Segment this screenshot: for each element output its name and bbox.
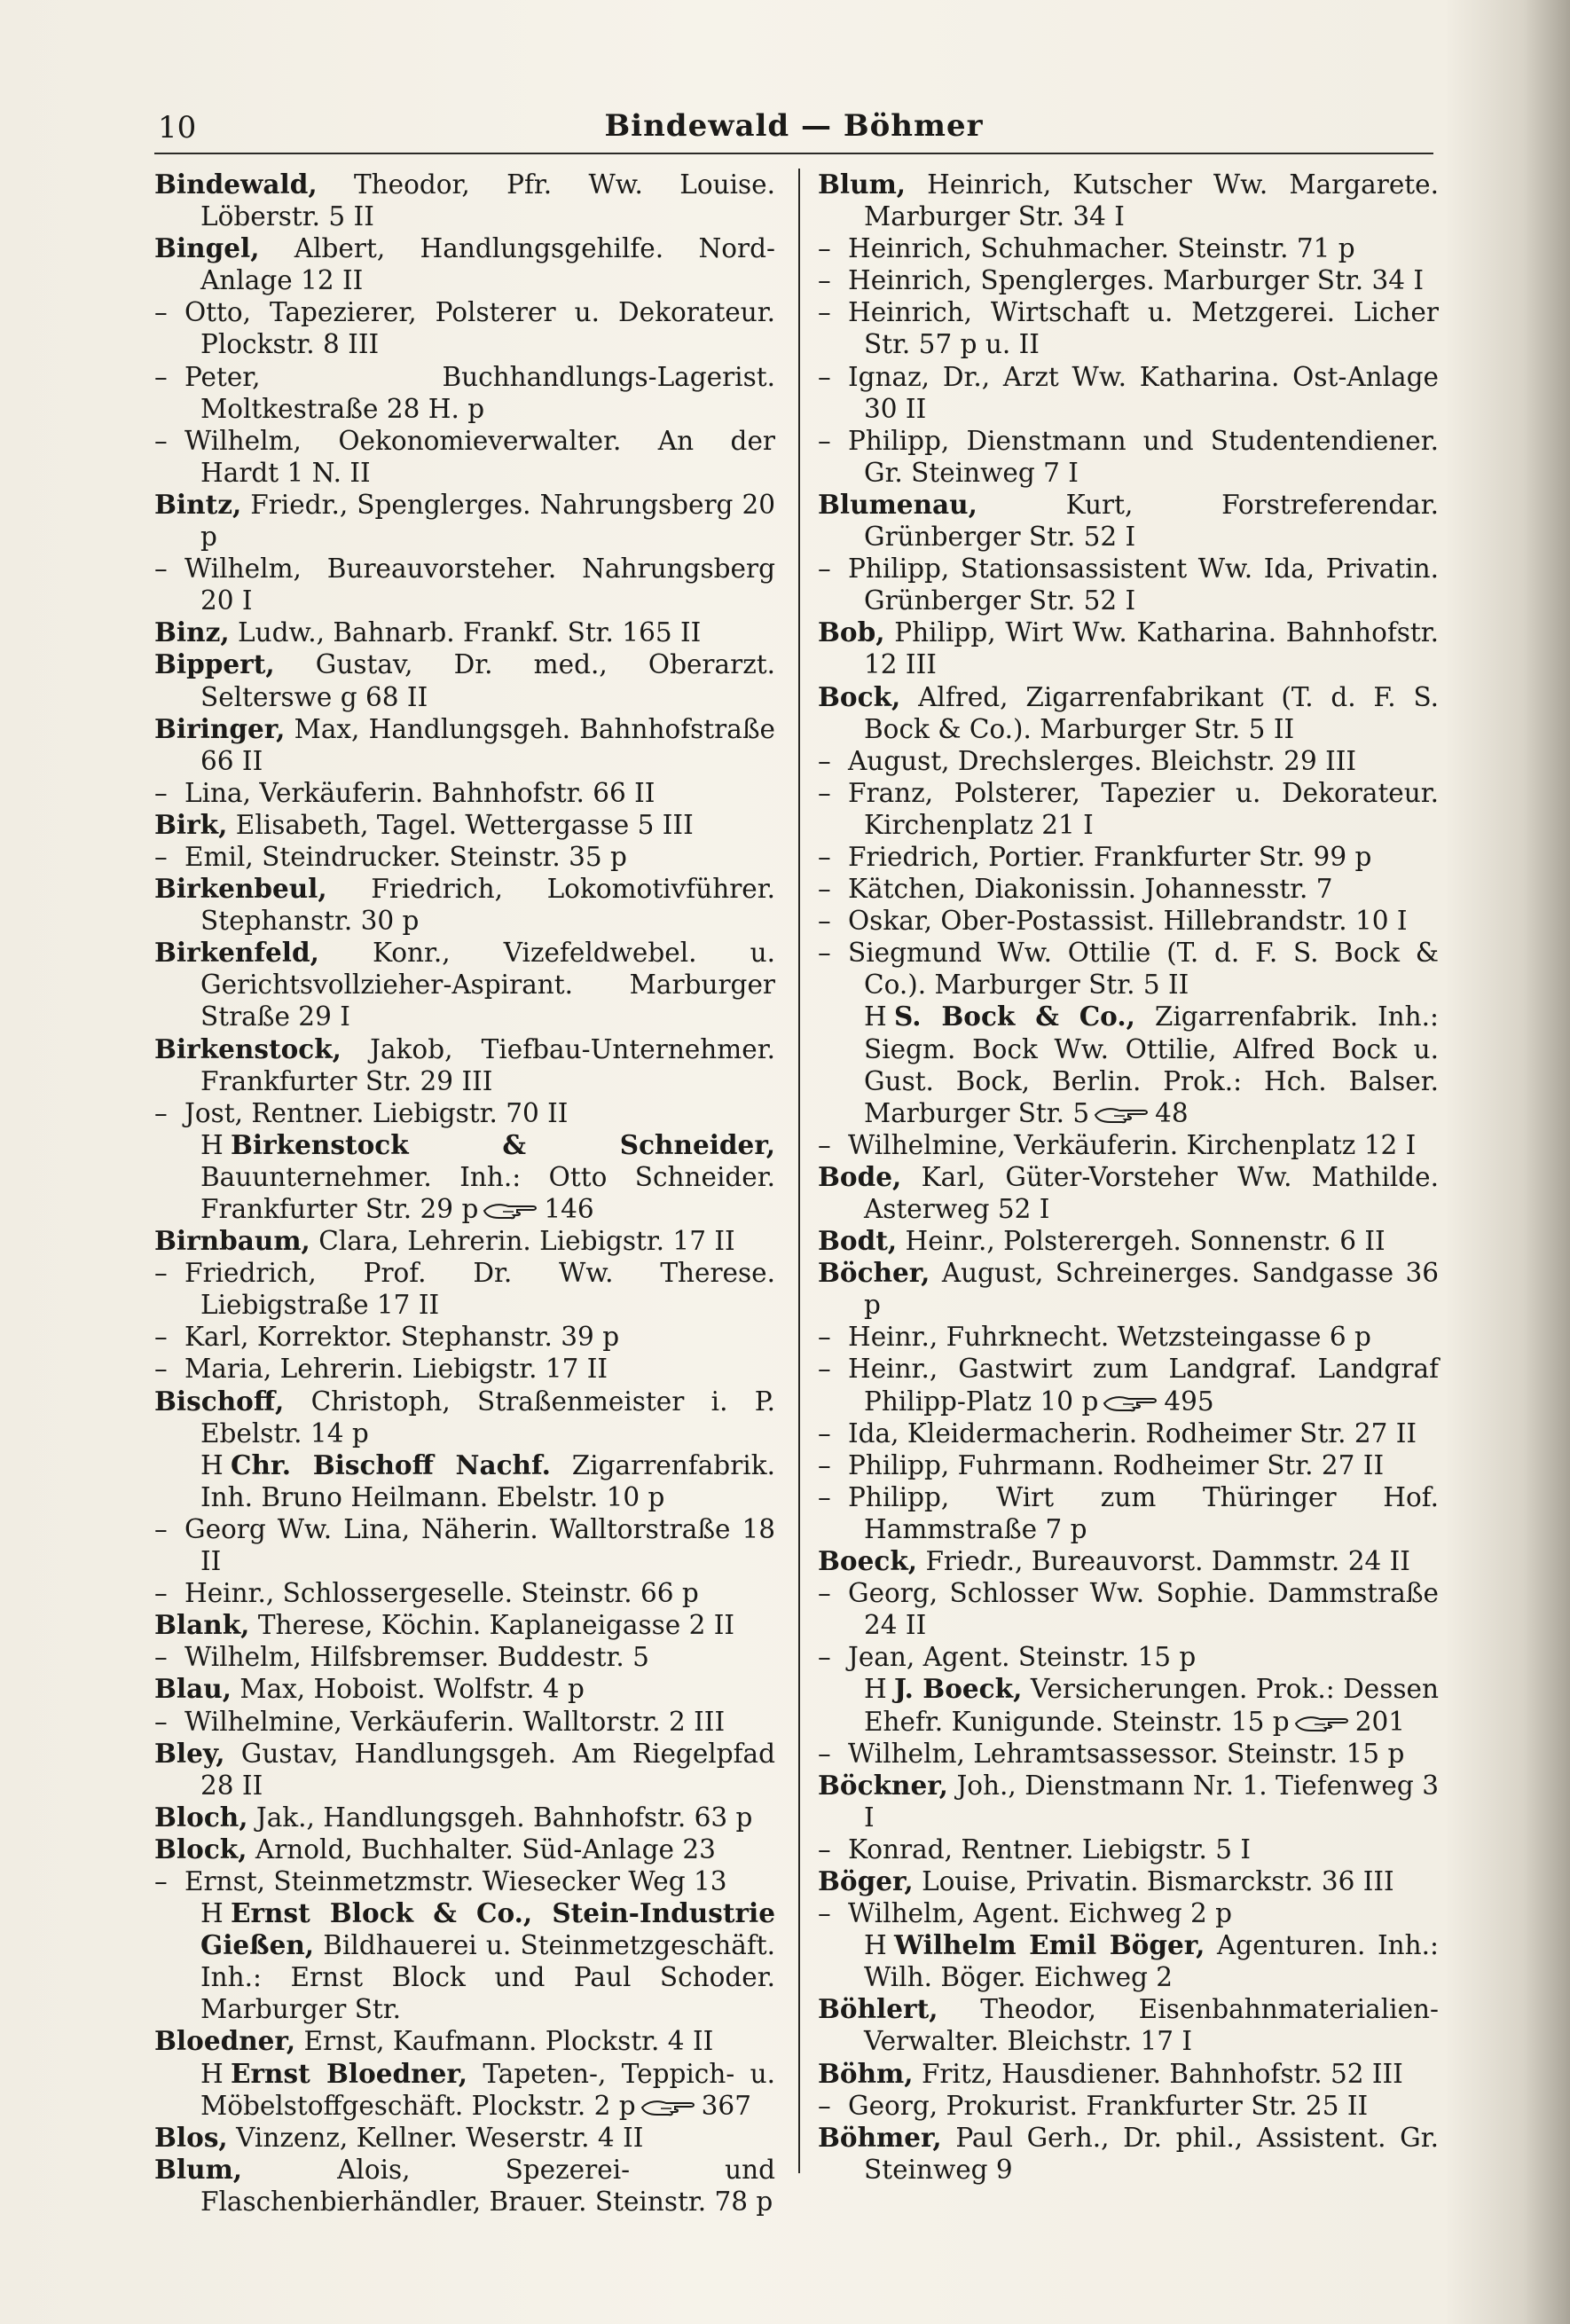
continuation-dash: –	[818, 1354, 831, 1385]
entry-details: Arnold, Buchhalter. Süd-Anlage 23	[255, 1833, 716, 1865]
firm-name: Ernst Block & Co., Stein-Industrie Gießen,	[200, 1897, 775, 1961]
entry-details: Alfred, Zigarrenfabrikant (T. d. F. S. Bock & Co.). Marburger Str. 5 II	[864, 681, 1439, 744]
entry-surname: Böhlert,	[818, 1993, 938, 2025]
entry-details: Heinrich, Kutscher Ww. Margarete. Marburger Str. 34 I	[864, 169, 1439, 232]
firm-details: Bildhauerei u. Steinmetzgeschäft. Inh.: Ernst Block und Paul Schoder. Marburger Str.	[200, 1930, 775, 2025]
entry-details: Heinr., Fuhrknecht. Wetzsteingasse 6 p	[848, 1322, 1371, 1353]
continuation-dash: –	[154, 1322, 168, 1353]
entry-details: Otto, Tapezierer, Polsterer u. Dekorateur. Plockstr. 8 III	[184, 297, 775, 360]
directory-entry	[818, 1738, 1439, 1770]
entry-details: Jak., Handlungsgeh. Bahnhofstr. 63 p	[255, 1802, 753, 1833]
directory-entry	[818, 1833, 1439, 1865]
directory-entry	[154, 777, 775, 809]
firm-marker: H	[200, 2058, 224, 2089]
entry-details: Friedr., Bureauvorst. Dammstr. 24 II	[925, 1546, 1410, 1577]
entry-surname: Bloch,	[154, 1801, 248, 1833]
entry-details: Siegmund Ww. Ottilie (T. d. F. S. Bock & Co.). Marburger Str. 5 II	[848, 938, 1439, 1001]
directory-entry	[154, 296, 775, 360]
column-divider	[798, 169, 800, 2173]
entry-details: Philipp, Stationsassistent Ww. Ida, Privatin. Grünberger Str. 52 I	[848, 554, 1439, 616]
entry-details: Wilhelm, Lehramtsassessor. Steinstr. 15 p	[848, 1738, 1405, 1769]
continuation-dash: –	[154, 1258, 168, 1289]
entry-surname: Blau,	[154, 1673, 232, 1705]
directory-entry	[154, 841, 775, 873]
entry-details: Jakob, Tiefbau-Unternehmer. Frankfurter Str. 29 III	[200, 1033, 775, 1096]
continuation-dash: –	[818, 777, 831, 808]
continuation-dash: –	[818, 1322, 831, 1353]
continuation-dash: –	[818, 1449, 831, 1480]
entry-details: Friedrich, Lokomotivführer. Stephanstr. 30 p	[200, 874, 775, 937]
entry-details: Paul Gerh., Dr. phil., Assistent. Gr. Steinweg 9	[864, 2122, 1439, 2185]
entry-details: Friedrich, Prof. Dr. Ww. Therese. Liebigstraße 17 II	[184, 1258, 775, 1321]
directory-entry	[154, 1257, 775, 1321]
firm-marker: H	[200, 1449, 224, 1480]
entry-surname: Biringer,	[154, 712, 286, 744]
firm-details: Zigarrenfabrik. Inh.: Siegm. Bock Ww. Ottilie, Alfred Bock u. Gust. Bock, Berlin. Prok.: Hch. Balser. Marburger Str. 5	[864, 1001, 1439, 1128]
continuation-dash: –	[818, 425, 831, 456]
entry-details: Philipp, Wirt zum Thüringer Hof. Hammstraße 7 p	[848, 1481, 1439, 1544]
directory-entry	[818, 1449, 1439, 1481]
firm-details: Versicherungen. Prok.: Dessen Ehefr. Kunigunde. Steinstr. 15 p	[864, 1674, 1439, 1737]
pointing-hand-icon	[1102, 1394, 1160, 1413]
directory-entry	[154, 1641, 775, 1673]
entry-details: Franz, Polsterer, Tapezier u. Dekorateur. Kirchenplatz 21 I	[848, 777, 1439, 840]
phone-number: 48	[1155, 1097, 1189, 1128]
directory-entry	[818, 489, 1439, 553]
entry-details: Heinrich, Schuhmacher. Steinstr. 71 p	[848, 233, 1355, 264]
continuation-dash: –	[818, 841, 831, 872]
directory-entry	[818, 1225, 1439, 1257]
continuation-dash: –	[154, 425, 168, 456]
directory-entry	[818, 1641, 1439, 1673]
continuation-dash: –	[154, 1642, 168, 1673]
entry-details: Christoph, Straßenmeister i. P. Ebelstr. 14 p	[200, 1386, 775, 1449]
entry-surname: Blum,	[154, 2153, 243, 2185]
continuation-dash: –	[818, 1417, 831, 1449]
directory-entry	[154, 1706, 775, 1738]
directory-entry	[154, 1865, 775, 1897]
firm-marker: H	[864, 1674, 887, 1705]
directory-entry	[818, 361, 1439, 425]
entry-details: Friedrich, Portier. Frankfurter Str. 99 p	[848, 841, 1372, 872]
entry-surname: Böger,	[818, 1865, 914, 1896]
entry-details: Clara, Lehrerin. Liebigstr. 17 II	[318, 1226, 735, 1257]
directory-entry	[154, 809, 775, 841]
directory-entry	[818, 2090, 1439, 2122]
continuation-dash: –	[818, 2090, 831, 2121]
firm-name: S. Bock & Co.,	[894, 1001, 1135, 1032]
entry-details: Wilhelm, Agent. Eichweg 2 p	[848, 1898, 1233, 1929]
directory-entry	[154, 937, 775, 1032]
entry-details: Wilhelm, Hilfsbremser. Buddestr. 5	[184, 1642, 649, 1673]
entry-surname: Bloedner,	[154, 2025, 296, 2057]
entry-details: Jost, Rentner. Liebigstr. 70 II	[184, 1097, 569, 1128]
entry-details: Wilhelmine, Verkäuferin. Walltorstr. 2 III	[184, 1706, 726, 1737]
entry-surname: Böcher,	[818, 1257, 930, 1289]
entry-details: Wilhelm, Bureauvorsteher. Nahrungsberg 20 I	[184, 554, 775, 616]
firm-name: Wilhelm Emil Böger,	[894, 1929, 1205, 1961]
directory-entry	[154, 232, 775, 296]
directory-entry	[818, 1545, 1439, 1577]
directory-entry	[154, 1353, 775, 1385]
directory-entry	[154, 425, 775, 489]
directory-entry	[818, 1897, 1439, 1929]
directory-entry	[154, 616, 775, 648]
entry-details: Louise, Privatin. Bismarckstr. 36 III	[922, 1865, 1394, 1896]
directory-entry	[818, 232, 1439, 264]
continuation-dash: –	[154, 1578, 168, 1609]
entry-details: Ida, Kleidermacherin. Rodheimer Str. 27 II	[848, 1417, 1417, 1449]
entry-details: Wilhelmine, Verkäuferin. Kirchenplatz 12 I	[848, 1129, 1417, 1160]
continuation-dash: –	[154, 1706, 168, 1737]
continuation-dash: –	[154, 554, 168, 585]
entry-surname: Birkenfeld,	[154, 937, 319, 969]
directory-entry	[154, 489, 775, 553]
entry-surname: Bley,	[154, 1737, 225, 1769]
continuation-dash: –	[154, 777, 168, 808]
entry-surname: Birnbaum,	[154, 1225, 310, 1257]
firm-marker: H	[864, 1930, 887, 1961]
entry-details: Philipp, Fuhrmann. Rodheimer Str. 27 II	[848, 1449, 1385, 1480]
directory-entry	[154, 648, 775, 712]
directory-entry	[818, 745, 1439, 777]
entry-surname: Bode,	[818, 1160, 902, 1192]
directory-entry	[818, 841, 1439, 873]
entry-details: Theodor, Pfr. Ww. Louise. Löberstr. 5 II	[200, 169, 775, 232]
entry-surname: Blumenau,	[818, 488, 977, 520]
entry-surname: Block,	[154, 1833, 247, 1865]
directory-entry	[154, 1833, 775, 1865]
continuation-dash: –	[818, 1578, 831, 1609]
entry-surname: Birkenstock,	[154, 1032, 341, 1064]
entry-details: Ignaz, Dr., Arzt Ww. Katharina. Ost-Anlage 30 II	[848, 361, 1439, 424]
directory-entry	[818, 1129, 1439, 1161]
continuation-dash: –	[154, 1513, 168, 1544]
directory-entry	[154, 1033, 775, 1097]
directory-entry	[818, 1929, 1439, 1993]
left-column	[154, 169, 775, 2218]
continuation-dash: –	[818, 1833, 831, 1865]
directory-entry	[818, 1353, 1439, 1417]
directory-entry	[818, 873, 1439, 905]
entry-surname: Blum,	[818, 169, 907, 200]
directory-entry	[818, 1673, 1439, 1737]
entry-details: Peter, Buchhandlungs-Lagerist. Moltkestraße 28 H. p	[184, 361, 775, 424]
entry-details: Heinrich, Spenglerges. Marburger Str. 34 I	[848, 265, 1425, 296]
entry-surname: Blank,	[154, 1609, 250, 1641]
directory-entry	[154, 2122, 775, 2154]
entry-surname: Bob,	[818, 616, 885, 648]
firm-name: Ernst Bloedner,	[231, 2057, 468, 2089]
directory-entry	[818, 905, 1439, 937]
entry-details: Ernst, Steinmetzmstr. Wiesecker Weg 13	[184, 1865, 727, 1896]
entry-surname: Bippert,	[154, 648, 275, 680]
phone-number: 495	[1164, 1386, 1214, 1417]
directory-entry	[818, 296, 1439, 360]
directory-entry	[154, 1738, 775, 1802]
entry-details: Theodor, Eisenbahnmaterialien-Verwalter. Bleichstr. 17 I	[864, 1994, 1439, 2057]
entry-details: Emil, Steindrucker. Steinstr. 35 p	[184, 841, 627, 872]
continuation-dash: –	[818, 361, 831, 392]
entry-details: Philipp, Wirt Ww. Katharina. Bahnhofstr. 12 III	[864, 617, 1439, 680]
entry-details: Therese, Köchin. Kaplaneigasse 2 II	[257, 1610, 735, 1641]
firm-details: Bauunternehmer. Inh.: Otto Schneider. Frankfurter Str. 29 p	[200, 1161, 775, 1224]
firm-name: Birkenstock & Schneider,	[231, 1128, 775, 1160]
entry-surname: Bindewald,	[154, 169, 318, 200]
entry-details: Heinr., Gastwirt zum Landgraf. Landgraf Philipp-Platz 10 p	[848, 1354, 1439, 1417]
continuation-dash: –	[818, 1898, 831, 1929]
directory-entry	[818, 937, 1439, 1001]
directory-entry	[154, 1225, 775, 1257]
directory-entry	[818, 169, 1439, 232]
pointing-hand-icon	[1093, 1105, 1151, 1125]
entry-details: Heinrich, Wirtschaft u. Metzgerei. Licher Str. 57 p u. II	[848, 297, 1439, 360]
continuation-dash: –	[818, 906, 831, 937]
directory-entry	[818, 1993, 1439, 2057]
entry-details: Ludw., Bahnarb. Frankf. Str. 165 II	[238, 617, 702, 648]
entry-details: Vinzenz, Kellner. Weserstr. 4 II	[236, 2122, 644, 2153]
entry-surname: Bodt,	[818, 1225, 898, 1257]
directory-entry	[154, 713, 775, 777]
continuation-dash: –	[818, 1642, 831, 1673]
directory-entry	[818, 777, 1439, 841]
entry-details: Max, Hoboist. Wolfstr. 4 p	[239, 1674, 585, 1705]
entry-details: Friedr., Spenglerges. Nahrungsberg 20 p	[200, 489, 775, 553]
entry-details: Heinr., Schlossergeselle. Steinstr. 66 p	[184, 1578, 699, 1609]
entry-surname: Boeck,	[818, 1545, 918, 1577]
directory-entry	[154, 1513, 775, 1577]
directory-entry	[154, 2154, 775, 2218]
entry-surname: Böhmer,	[818, 2121, 942, 2153]
entry-details: Jean, Agent. Steinstr. 15 p	[848, 1642, 1197, 1673]
page-number: 10	[158, 110, 197, 145]
directory-entry	[154, 1321, 775, 1353]
continuation-dash: –	[154, 297, 168, 328]
continuation-dash: –	[818, 1738, 831, 1769]
entry-surname: Bintz,	[154, 488, 242, 520]
entry-details: Gustav, Dr. med., Oberarzt. Selterswe g 68 II	[200, 649, 775, 712]
pointing-hand-icon	[482, 1201, 540, 1221]
entry-details: Philipp, Dienstmann und Studentendiener. Gr. Steinweg 7 I	[848, 425, 1439, 488]
entry-details: Konr., Vizefeldwebel. u. Gerichtsvollzieher-Aspirant. Marburger Straße 29 I	[200, 938, 775, 1032]
pointing-hand-icon	[1293, 1714, 1352, 1733]
right-column	[818, 169, 1439, 2186]
entry-details: Joh., Dienstmann Nr. 1. Tiefenweg 3 I	[864, 1770, 1439, 1833]
directory-entry	[818, 1770, 1439, 1833]
entry-details: Maria, Lehrerin. Liebigstr. 17 II	[184, 1354, 608, 1385]
entry-details: Ernst, Kaufmann. Plockstr. 4 II	[303, 2026, 714, 2057]
continuation-dash: –	[818, 233, 831, 264]
continuation-dash: –	[818, 1481, 831, 1512]
entry-surname: Böckner,	[818, 1769, 948, 1801]
firm-marker: H	[200, 1129, 224, 1160]
page-header	[154, 105, 1433, 154]
entry-details: Wilhelm, Oekonomieverwalter. An der Hardt 1 N. II	[184, 425, 775, 488]
phone-number: 367	[701, 2090, 751, 2121]
entry-details: August, Schreinerges. Sandgasse 36 p	[864, 1258, 1439, 1321]
entry-details: Alois, Spezerei- und Flaschenbierhändler, Brauer. Steinstr. 78 p	[200, 2154, 775, 2217]
directory-entry	[154, 1129, 775, 1225]
directory-entry	[154, 2025, 775, 2057]
continuation-dash: –	[818, 265, 831, 296]
directory-entry	[154, 1609, 775, 1641]
phone-number: 146	[544, 1194, 594, 1224]
entry-surname: Bock,	[818, 680, 901, 712]
entry-details: Georg Ww. Lina, Näherin. Walltorstraße 18 II	[184, 1513, 775, 1577]
firm-name: J. Boeck,	[894, 1673, 1023, 1705]
continuation-dash: –	[818, 745, 831, 776]
entry-details: Georg, Prokurist. Frankfurter Str. 25 II	[848, 2090, 1369, 2121]
entry-surname: Blos,	[154, 2121, 228, 2153]
phone-number: 201	[1354, 1706, 1406, 1737]
directory-entry	[818, 553, 1439, 616]
directory-entry	[818, 616, 1439, 680]
entry-details: Karl, Korrektor. Stephanstr. 39 p	[184, 1322, 620, 1353]
entry-details: Heinr., Polsterergeh. Sonnenstr. 6 II	[905, 1226, 1386, 1257]
continuation-dash: –	[154, 1865, 168, 1896]
entry-surname: Bingel,	[154, 232, 260, 264]
directory-entry	[818, 681, 1439, 745]
entry-details: Max, Handlungsgeh. Bahnhofstraße 66 II	[200, 713, 775, 776]
continuation-dash: –	[818, 938, 831, 969]
entry-surname: Birkenbeul,	[154, 873, 327, 905]
continuation-dash: –	[154, 1097, 168, 1128]
directory-entry	[154, 2058, 775, 2122]
continuation-dash: –	[154, 1354, 168, 1385]
entry-details: Lina, Verkäuferin. Bahnhofstr. 66 II	[184, 777, 655, 808]
continuation-dash: –	[818, 297, 831, 328]
directory-entry	[818, 1577, 1439, 1641]
entry-details: Kätchen, Diakonissin. Johannesstr. 7	[848, 874, 1333, 905]
directory-entry	[818, 1481, 1439, 1545]
firm-marker: H	[864, 1001, 887, 1032]
directory-entry	[818, 1161, 1439, 1225]
directory-entry	[154, 1673, 775, 1705]
directory-entry	[154, 1897, 775, 2025]
directory-entry	[818, 425, 1439, 489]
entry-details: Georg, Schlosser Ww. Sophie. Dammstraße 24 II	[848, 1578, 1439, 1641]
entry-surname: Binz,	[154, 616, 230, 648]
entry-details: Gustav, Handlungsgeh. Am Riegelpfad 28 II	[200, 1738, 775, 1801]
directory-entry	[154, 169, 775, 232]
directory-entry	[818, 1417, 1439, 1449]
continuation-dash: –	[818, 874, 831, 905]
directory-entry	[818, 1865, 1439, 1897]
firm-marker: H	[200, 1898, 224, 1929]
entry-details: Fritz, Hausdiener. Bahnhofstr. 52 III	[921, 2058, 1403, 2089]
directory-entry	[154, 1802, 775, 1833]
directory-entry	[154, 873, 775, 937]
continuation-dash: –	[818, 1129, 831, 1160]
directory-entry	[818, 1001, 1439, 1128]
pointing-hand-icon	[640, 2098, 698, 2117]
directory-entry	[154, 1577, 775, 1609]
entry-surname: Bischoff,	[154, 1385, 285, 1417]
continuation-dash: –	[154, 361, 168, 392]
directory-entry	[154, 1449, 775, 1513]
entry-surname: Birk,	[154, 808, 228, 840]
firm-details: Agenturen. Inh.: Wilh. Böger. Eichweg 2	[864, 1930, 1439, 1993]
continuation-dash: –	[154, 841, 168, 872]
directory-entry	[154, 1097, 775, 1129]
entry-details: Albert, Handlungsgehilfe. Nord-Anlage 12 II	[200, 233, 775, 296]
entry-surname: Böhm,	[818, 2057, 914, 2089]
directory-entry	[818, 2058, 1439, 2090]
running-head: Bindewald — Böhmer	[604, 108, 984, 144]
directory-entry	[154, 553, 775, 616]
directory-entry	[818, 1321, 1439, 1353]
entry-details: Oskar, Ober-Postassist. Hillebrandstr. 10 I	[848, 906, 1408, 937]
directory-entry	[154, 1386, 775, 1449]
directory-entry	[818, 264, 1439, 296]
firm-details: Tapeten-, Teppich- u. Möbelstoffgeschäft. Plockstr. 2 p	[200, 2058, 776, 2121]
firm-name: Chr. Bischoff Nachf.	[231, 1449, 551, 1480]
directory-entry	[818, 1257, 1439, 1321]
continuation-dash: –	[818, 554, 831, 585]
entry-details: Karl, Güter-Vorsteher Ww. Mathilde. Asterweg 52 I	[864, 1161, 1439, 1224]
entry-details: Konrad, Rentner. Liebigstr. 5 I	[848, 1833, 1252, 1865]
entry-details: Kurt, Forstreferendar. Grünberger Str. 52 I	[864, 489, 1439, 553]
directory-entry	[818, 2122, 1439, 2186]
entry-details: Elisabeth, Tagel. Wettergasse 5 III	[235, 809, 694, 840]
entry-details: August, Drechslerges. Bleichstr. 29 III	[848, 745, 1357, 776]
directory-entry	[154, 361, 775, 425]
firm-details: Zigarrenfabrik. Inh. Bruno Heilmann. Ebelstr. 10 p	[200, 1449, 775, 1512]
